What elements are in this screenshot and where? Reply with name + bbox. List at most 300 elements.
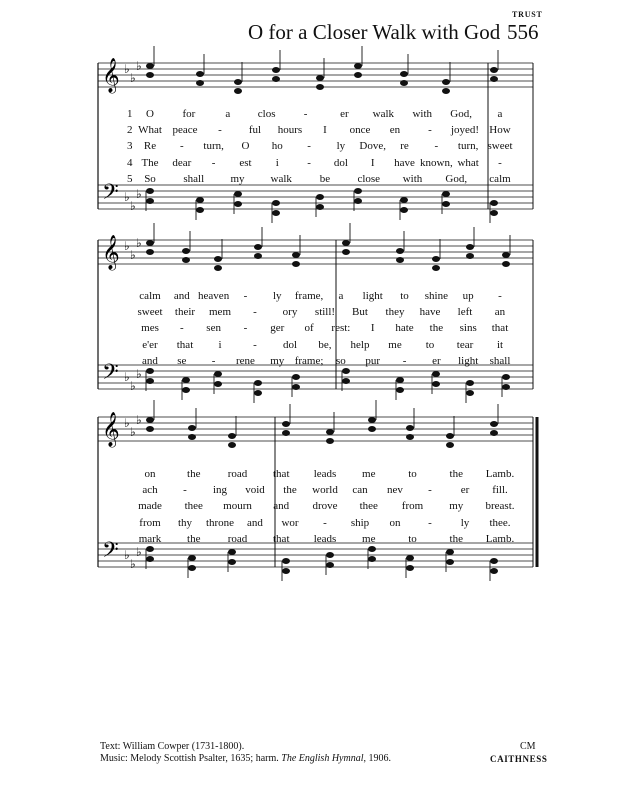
flat-sign: ♭: [130, 379, 136, 393]
note-head: [316, 204, 324, 210]
lyric-syllable: a: [497, 108, 503, 120]
lyric-syllable: to: [425, 338, 435, 351]
note-head: [316, 75, 324, 81]
lyric-syllable: shall: [489, 354, 511, 367]
lyric-syllable: be: [319, 172, 331, 185]
meter: CM: [520, 741, 536, 752]
lyric-syllable: -: [307, 156, 311, 169]
note-head: [354, 198, 362, 204]
lyric-syllable: -: [183, 484, 187, 497]
lyric-syllable: up: [462, 290, 474, 302]
music-credit: [100, 753, 391, 764]
lyric-syllable: mourn: [223, 500, 252, 513]
lyric-syllable: shall: [183, 172, 205, 185]
lyric-syllable: on: [389, 516, 401, 529]
note-head: [368, 546, 376, 552]
lyric-syllable: -: [307, 140, 311, 153]
note-head: [446, 442, 454, 448]
lyric-syllable: Lamb.: [485, 532, 515, 545]
bass-clef: 𝄢: [102, 360, 119, 390]
flat-sign: ♭: [124, 190, 130, 204]
note-head: [432, 265, 440, 271]
lyric-syllable: How: [489, 124, 511, 137]
note-head: [406, 565, 414, 571]
lyric-syllable: ing: [212, 484, 228, 497]
note-head: [490, 67, 498, 73]
lyric-syllable: have: [394, 156, 415, 169]
flat-sign: ♭: [130, 248, 136, 262]
lyric-syllable: re: [400, 140, 409, 153]
lyric-syllable: me: [362, 532, 376, 545]
lyric-syllable: ful: [248, 124, 262, 137]
note-head: [442, 201, 450, 207]
note-head: [502, 252, 510, 258]
lyric-syllable: me: [362, 468, 376, 480]
note-head: [292, 252, 300, 258]
note-head: [490, 421, 498, 427]
lyric-syllable: calm: [489, 172, 511, 185]
note-head: [146, 63, 154, 69]
note-head: [502, 374, 510, 380]
lyric-syllable: on: [144, 468, 156, 480]
lyric-syllable: -: [179, 140, 184, 153]
note-head: [188, 565, 196, 571]
note-head: [234, 201, 242, 207]
note-head: [466, 244, 474, 250]
note-head: [406, 434, 414, 440]
note-head: [490, 210, 498, 216]
lyric-syllable: I: [323, 124, 327, 137]
note-head: [146, 546, 154, 552]
lyric-syllable: the: [187, 532, 201, 545]
lyric-syllable: that: [273, 468, 290, 480]
lyric-syllable: to: [408, 468, 417, 480]
lyric-syllable: ach: [142, 484, 158, 497]
lyric-syllable: -: [253, 338, 257, 351]
note-head: [182, 248, 190, 254]
lyric-syllable: help: [350, 338, 370, 351]
lyric-syllable: and: [247, 516, 263, 529]
lyric-syllable: dear: [172, 156, 192, 169]
verse-number: 5: [127, 172, 133, 185]
note-head: [446, 433, 454, 439]
lyric-syllable: my: [449, 500, 464, 513]
note-head: [234, 79, 242, 85]
flat-sign: ♭: [136, 236, 142, 250]
lyric-syllable: the: [187, 468, 201, 480]
lyric-syllable: tear: [456, 338, 474, 351]
note-head: [282, 421, 290, 427]
note-head: [228, 442, 236, 448]
bass-clef: 𝄢: [102, 180, 119, 210]
note-head: [342, 378, 350, 384]
lyric-syllable: the: [449, 532, 463, 545]
lyric-syllable: that: [176, 338, 194, 351]
lyric-syllable: a: [225, 108, 231, 120]
lyric-syllable: en: [389, 124, 401, 137]
note-head: [490, 558, 498, 564]
note-head: [354, 188, 362, 194]
note-head: [272, 76, 280, 82]
lyric-syllable: be,: [318, 338, 332, 351]
note-head: [342, 249, 350, 255]
note-head: [502, 384, 510, 390]
flat-sign: ♭: [124, 548, 130, 562]
note-head: [146, 417, 154, 423]
note-head: [214, 256, 222, 262]
lyric-syllable: But: [352, 306, 368, 319]
lyric-syllable: -: [179, 322, 184, 335]
lyric-syllable: -: [218, 124, 222, 137]
note-head: [234, 88, 242, 94]
lyric-syllable: God,: [445, 172, 468, 185]
note-head: [228, 559, 236, 565]
lyric-syllable: walk: [372, 108, 395, 120]
treble-clef: 𝄞: [102, 412, 120, 447]
note-head: [188, 555, 196, 561]
lyric-syllable: an: [494, 306, 506, 319]
lyric-syllable: frame,: [294, 290, 324, 302]
note-head: [326, 429, 334, 435]
lyric-syllable: i: [218, 338, 222, 351]
lyric-syllable: Re: [143, 140, 157, 153]
lyric-syllable: turn,: [457, 140, 479, 153]
lyric-syllable: void: [245, 484, 265, 497]
lyric-syllable: ho: [271, 140, 283, 153]
lyric-syllable: se: [177, 354, 187, 367]
note-head: [400, 207, 408, 213]
lyric-syllable: and: [142, 354, 158, 367]
flat-sign: ♭: [136, 59, 142, 73]
music-credit-prefix: Music: Melody Scottish Psalter, 1635; harm.: [100, 753, 282, 764]
lyric-syllable: a: [338, 290, 344, 302]
lyric-syllable: mes: [141, 322, 159, 335]
lyric-syllable: turn,: [203, 140, 224, 153]
note-head: [182, 387, 190, 393]
note-head: [292, 261, 300, 267]
lyric-syllable: my: [270, 354, 285, 367]
lyric-syllable: once: [349, 124, 371, 137]
note-head: [466, 253, 474, 259]
note-head: [406, 425, 414, 431]
note-head: [396, 257, 404, 263]
note-head: [502, 261, 510, 267]
note-head: [254, 244, 262, 250]
note-head: [146, 556, 154, 562]
lyric-syllable: with: [402, 172, 423, 185]
treble-clef: 𝄞: [102, 235, 120, 270]
note-head: [214, 381, 222, 387]
note-head: [490, 430, 498, 436]
lyric-syllable: mark: [138, 532, 162, 545]
lyric-syllable: sweet: [487, 140, 513, 153]
lyric-syllable: have: [419, 306, 441, 319]
lyric-syllable: so: [336, 354, 346, 367]
lyric-syllable: What: [138, 124, 162, 137]
note-head: [354, 63, 362, 69]
lyric-syllable: road: [227, 532, 248, 545]
note-head: [254, 253, 262, 259]
lyric-syllable: thee: [359, 500, 378, 513]
lyric-syllable: So: [144, 172, 156, 185]
lyric-syllable: I: [370, 156, 375, 169]
lyric-syllable: for: [182, 108, 196, 120]
treble-clef: 𝄞: [102, 58, 120, 93]
note-head: [406, 555, 414, 561]
lyric-syllable: clos: [257, 108, 276, 120]
lyric-syllable: -: [211, 156, 216, 169]
lyric-syllable: left: [457, 306, 473, 319]
lyric-syllable: O: [146, 108, 154, 120]
note-head: [214, 265, 222, 271]
lyric-syllable: that: [273, 532, 290, 545]
lyric-syllable: Dove,: [359, 140, 387, 153]
flat-sign: ♭: [124, 416, 130, 430]
verse-number: 1: [127, 108, 133, 120]
lyric-syllable: The: [141, 156, 159, 169]
note-head: [146, 249, 154, 255]
lyric-syllable: that: [491, 322, 509, 335]
verse-number: 3: [127, 140, 133, 153]
note-head: [396, 387, 404, 393]
note-head: [146, 188, 154, 194]
lyric-syllable: known,: [420, 156, 453, 169]
note-head: [182, 377, 190, 383]
lyric-syllable: calm: [139, 290, 161, 302]
lyric-syllable: dol: [333, 156, 348, 169]
note-head: [146, 426, 154, 432]
lyric-syllable: sweet: [137, 306, 163, 319]
lyric-syllable: er: [460, 484, 470, 497]
lyric-syllable: made: [138, 500, 162, 513]
lyric-syllable: to: [400, 290, 409, 302]
lyric-syllable: of: [304, 322, 314, 335]
text-credit: Text: William Cowper (1731-1800).: [100, 741, 245, 752]
note-head: [182, 257, 190, 263]
lyric-syllable: leads: [313, 468, 337, 480]
note-head: [146, 368, 154, 374]
note-head: [400, 71, 408, 77]
note-head: [146, 198, 154, 204]
note-head: [354, 72, 362, 78]
lyric-syllable: heaven: [198, 290, 230, 302]
lyric-syllable: and: [173, 290, 190, 302]
note-head: [368, 556, 376, 562]
lyric-syllable: close: [357, 172, 381, 185]
lyric-syllable: what: [457, 156, 479, 169]
lyric-syllable: drove: [312, 500, 338, 513]
note-head: [400, 197, 408, 203]
flat-sign: ♭: [130, 199, 136, 213]
lyric-syllable: ship: [350, 516, 370, 529]
tune-name: TRUST: [512, 10, 543, 19]
note-head: [214, 371, 222, 377]
note-head: [282, 568, 290, 574]
lyric-syllable: from: [401, 500, 424, 513]
note-head: [272, 67, 280, 73]
note-head: [196, 207, 204, 213]
flat-sign: ♭: [130, 425, 136, 439]
lyric-syllable: fill.: [492, 484, 508, 497]
note-head: [396, 248, 404, 254]
music-credit-source: The English Hymnal: [281, 753, 364, 764]
lyric-syllable: ly: [460, 516, 470, 529]
flat-sign: ♭: [136, 367, 142, 381]
note-head: [490, 200, 498, 206]
lyric-syllable: their: [174, 306, 196, 319]
lyric-syllable: ger: [270, 322, 285, 335]
note-head: [196, 197, 204, 203]
lyric-syllable: with: [412, 108, 432, 120]
lyric-syllable: O: [241, 140, 250, 153]
lyric-syllable: frame;: [294, 354, 324, 367]
note-head: [432, 371, 440, 377]
note-head: [342, 368, 350, 374]
note-head: [234, 191, 242, 197]
verse-number: 4: [127, 156, 133, 169]
lyric-syllable: i: [275, 156, 279, 169]
note-head: [446, 559, 454, 565]
note-head: [254, 390, 262, 396]
note-head: [490, 76, 498, 82]
lyric-syllable: er: [340, 108, 349, 120]
lyric-syllable: pur: [365, 354, 381, 367]
lyric-syllable: and: [273, 500, 290, 513]
lyric-syllable: to: [408, 532, 417, 545]
lyric-syllable: throne: [205, 516, 235, 529]
note-head: [446, 549, 454, 555]
lyric-syllable: rest:: [331, 322, 351, 335]
flat-sign: ♭: [136, 545, 142, 559]
lyric-syllable: the: [429, 322, 444, 335]
lyric-syllable: -: [498, 290, 502, 302]
note-head: [442, 88, 450, 94]
lyric-syllable: the: [283, 484, 297, 497]
note-head: [466, 380, 474, 386]
note-head: [396, 377, 404, 383]
note-head: [254, 380, 262, 386]
note-head: [368, 426, 376, 432]
note-head: [282, 558, 290, 564]
tune-caps: CAITHNESS: [490, 754, 548, 764]
lyric-syllable: -: [253, 306, 257, 319]
note-head: [342, 240, 350, 246]
flat-sign: ♭: [124, 239, 130, 253]
lyric-syllable: thee: [184, 500, 203, 513]
lyric-syllable: peace: [172, 124, 198, 137]
lyric-syllable: hate: [395, 322, 414, 335]
note-head: [368, 417, 376, 423]
note-head: [272, 210, 280, 216]
lyric-syllable: er: [432, 354, 441, 367]
lyric-syllable: walk: [270, 172, 292, 185]
note-head: [188, 425, 196, 431]
note-head: [326, 438, 334, 444]
music-credit-suffix: , 1906.: [363, 753, 391, 764]
note-head: [196, 80, 204, 86]
lyric-syllable: wor: [281, 516, 299, 529]
lyric-syllable: the: [449, 468, 463, 480]
lyric-syllable: ly: [272, 290, 282, 302]
lyric-syllable: -: [498, 156, 502, 169]
lyric-syllable: -: [211, 354, 216, 367]
lyric-syllable: ly: [336, 140, 346, 153]
lyric-syllable: my: [230, 172, 245, 185]
lyric-syllable: can: [352, 484, 368, 497]
lyric-syllable: hours: [277, 124, 303, 137]
note-head: [292, 374, 300, 380]
note-head: [146, 72, 154, 78]
note-head: [146, 378, 154, 384]
lyric-syllable: -: [434, 140, 439, 153]
flat-sign: ♭: [130, 557, 136, 571]
lyric-syllable: mem: [209, 306, 231, 319]
lyric-syllable: world: [312, 484, 338, 497]
flat-sign: ♭: [130, 71, 136, 85]
lyric-syllable: ory: [282, 306, 298, 319]
note-head: [442, 191, 450, 197]
note-head: [146, 240, 154, 246]
hymn-title: O for a Closer Walk with God: [248, 20, 501, 44]
lyric-syllable: dol: [282, 338, 298, 351]
lyric-syllable: nev: [387, 484, 403, 497]
lyric-syllable: -: [402, 354, 407, 367]
lyric-syllable: sins: [459, 322, 477, 335]
lyric-syllable: it: [496, 338, 504, 351]
note-head: [326, 562, 334, 568]
note-head: [188, 434, 196, 440]
bass-clef: 𝄢: [102, 538, 119, 568]
flat-sign: ♭: [136, 413, 142, 427]
lyric-syllable: e'er: [142, 338, 158, 351]
lyric-syllable: road: [227, 468, 248, 480]
note-head: [228, 433, 236, 439]
lyric-syllable: -: [243, 322, 248, 335]
lyric-syllable: me: [388, 338, 402, 351]
lyric-syllable: Lamb.: [485, 468, 515, 480]
flat-sign: ♭: [124, 370, 130, 384]
note-head: [326, 552, 334, 558]
note-head: [432, 256, 440, 262]
note-head: [432, 381, 440, 387]
lyric-syllable: from: [139, 516, 161, 529]
note-head: [316, 194, 324, 200]
lyric-syllable: -: [303, 108, 308, 120]
lyric-syllable: breast.: [485, 500, 515, 513]
note-head: [272, 200, 280, 206]
lyric-syllable: -: [323, 516, 327, 529]
note-head: [196, 71, 204, 77]
note-head: [466, 390, 474, 396]
lyric-syllable: I: [370, 322, 375, 335]
note-head: [400, 80, 408, 86]
lyric-syllable: rene: [235, 354, 255, 367]
hymn-number: 556: [507, 20, 539, 44]
lyric-syllable: leads: [313, 532, 337, 545]
lyric-syllable: thy: [177, 516, 193, 529]
note-head: [442, 79, 450, 85]
verse-number: 2: [127, 124, 133, 137]
lyric-syllable: God,: [450, 108, 472, 120]
lyric-syllable: est: [239, 156, 252, 169]
flat-sign: ♭: [124, 62, 130, 76]
lyric-syllable: -: [428, 124, 432, 137]
lyric-syllable: thee.: [489, 516, 511, 529]
flat-sign: ♭: [136, 187, 142, 201]
lyric-syllable: light: [458, 354, 479, 367]
lyric-syllable: joyed!: [450, 124, 480, 137]
note-head: [282, 430, 290, 436]
